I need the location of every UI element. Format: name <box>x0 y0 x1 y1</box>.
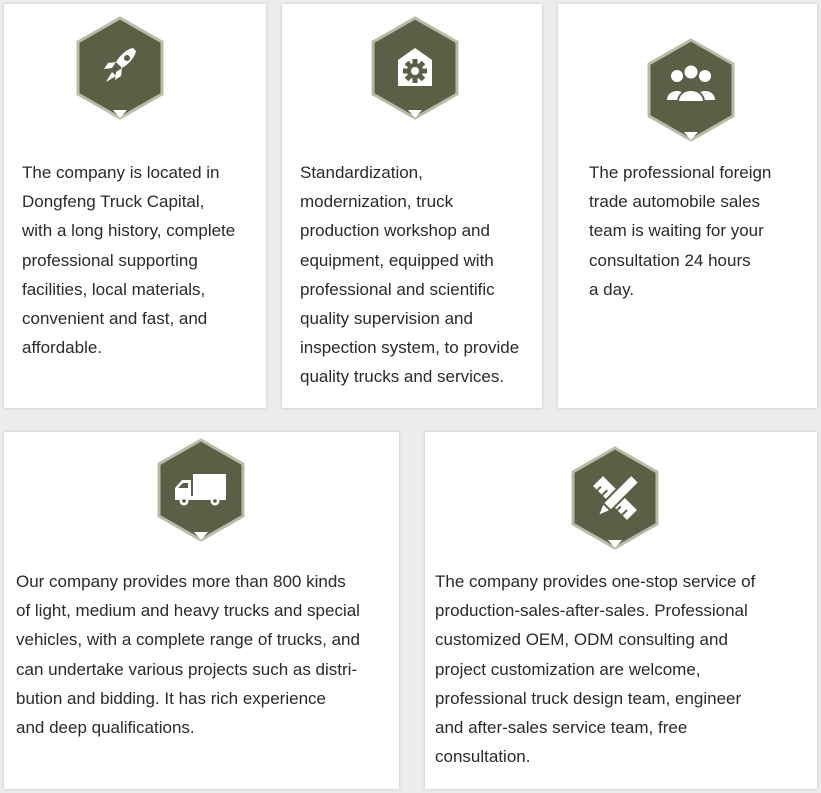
factory-gear-icon <box>370 16 460 120</box>
team-icon <box>646 38 736 142</box>
truck-icon <box>156 438 246 542</box>
feature-card-truck-range <box>4 432 399 789</box>
feature-card-text: Standardization, modernization, truck production workshop and equipment, equipped with professional and scientific quality supervision and inspection system, to provide quality trucks and services. <box>300 163 520 387</box>
rocket-icon <box>75 16 165 120</box>
feature-card-sales-team <box>558 4 817 408</box>
feature-card-text: The professional foreign trade automobile sales team is waiting for your consultation 24 hours a day. <box>589 163 772 299</box>
feature-card-location <box>4 4 266 408</box>
feature-card-text: The company is located in Dongfeng Truck Capital, with a long history, complete professional supporting facilities, local materials, convenient and fast, and affordable. <box>22 163 236 358</box>
feature-card-one-stop-service <box>425 432 817 789</box>
feature-card-text: Our company provides more than 800 kinds of light, medium and heavy trucks and special vehicles, with a complete range of trucks, and can undertake various projects such as distri- bution and bidding. It has rich experience and deep qualifications. <box>16 572 360 738</box>
feature-card-production <box>282 4 542 408</box>
feature-card-text: The company provides one-stop service of production-sales-after-sales. Professional customized OEM, ODM consulting and project customization are welcome, professional truck design team, engineer and after-sales service team, free consultation. <box>435 572 756 767</box>
pencil-ruler-icon <box>570 446 660 550</box>
